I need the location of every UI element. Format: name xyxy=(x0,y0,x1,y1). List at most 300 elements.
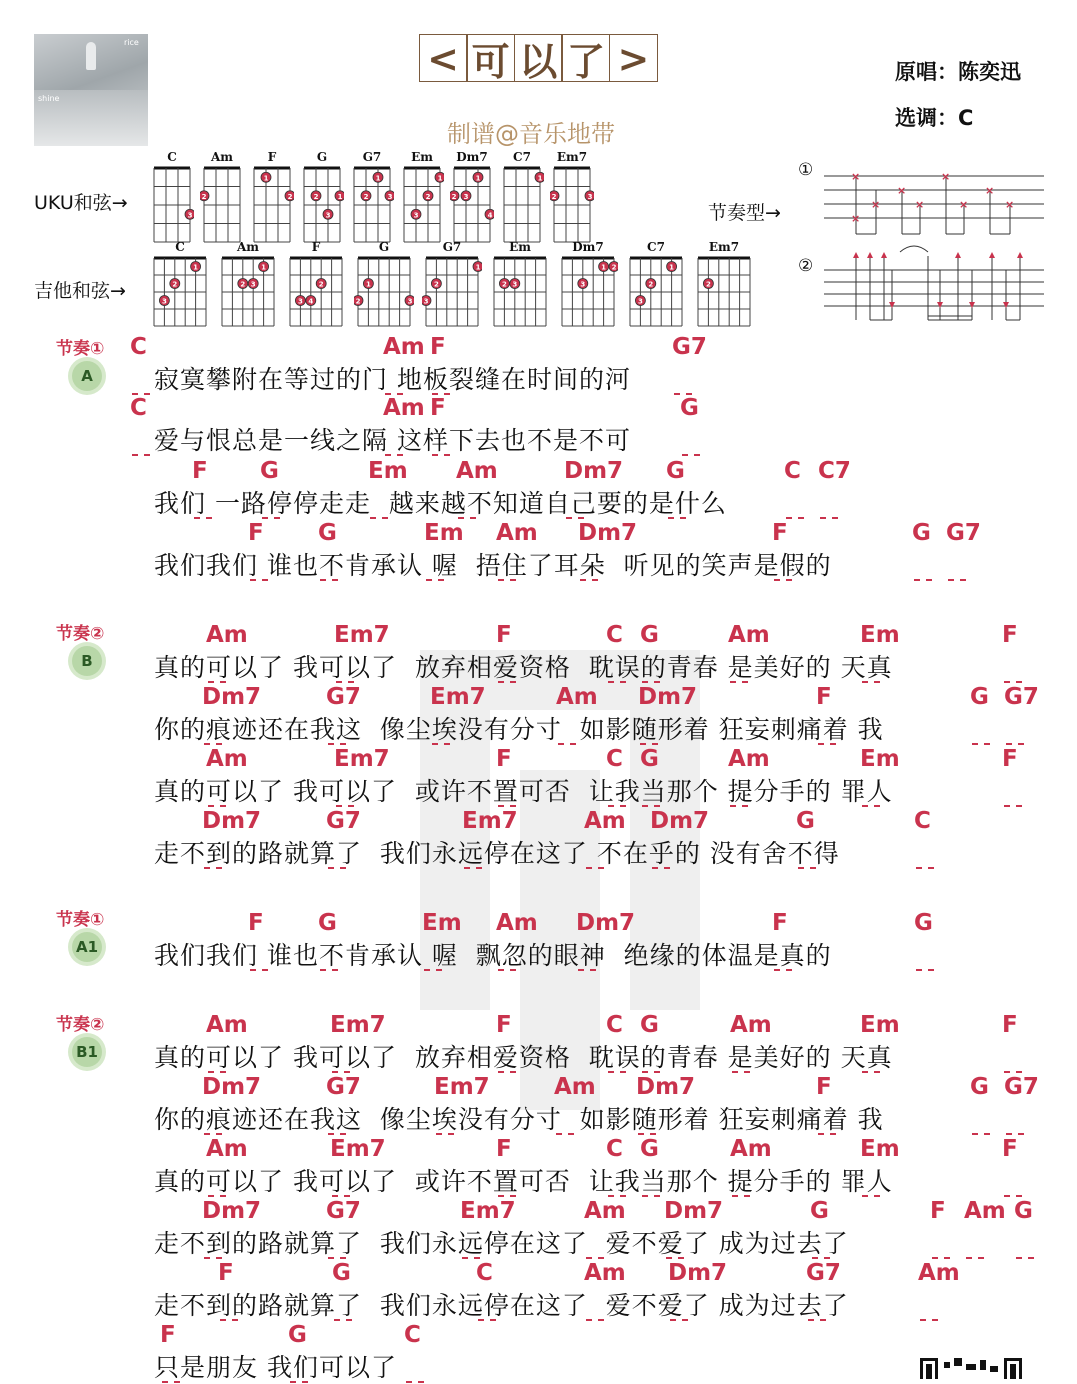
fretboard xyxy=(626,254,686,328)
beat-underline xyxy=(586,867,604,869)
chord-symbol: Em7 xyxy=(434,1074,490,1100)
chord-symbol: F xyxy=(430,395,446,421)
beat-underline xyxy=(966,1257,984,1259)
fretboard xyxy=(350,164,394,244)
beat-underline xyxy=(320,969,338,971)
fretboard xyxy=(558,254,618,328)
beat-underline xyxy=(328,1257,346,1259)
beat-underline xyxy=(498,1071,516,1073)
beat-underline xyxy=(972,743,990,745)
beat-underline xyxy=(808,1319,826,1321)
svg-text:3: 3 xyxy=(580,280,586,289)
fretboard xyxy=(422,254,482,328)
beat-underline xyxy=(558,743,576,745)
svg-text:1: 1 xyxy=(537,174,543,183)
beat-underline xyxy=(1006,1133,1024,1135)
beat-underline xyxy=(798,867,816,869)
beat-underline xyxy=(436,1133,454,1135)
svg-text:3: 3 xyxy=(463,192,469,201)
beat-underline xyxy=(1004,681,1022,683)
chord-symbol: Am xyxy=(496,520,538,546)
chord-symbol: G xyxy=(640,1012,659,1038)
chord-diagram xyxy=(694,240,754,332)
beat-underline xyxy=(730,805,748,807)
title-char: 可 xyxy=(466,34,515,82)
chord-symbol: G7 xyxy=(326,684,361,710)
beat-underline xyxy=(464,867,482,869)
chord-diagram xyxy=(400,150,444,248)
beat-underline xyxy=(290,1381,308,1383)
beat-underline xyxy=(642,681,660,683)
chord-symbol: Am xyxy=(206,1012,248,1038)
chord-symbol: Dm7 xyxy=(664,1198,724,1224)
lyric-line: 走不到的路就算了 我们永远停在这了 爱不爱了 成为过去了 xyxy=(154,1229,849,1258)
fretboard xyxy=(550,164,594,244)
chord-symbol: F xyxy=(930,1198,946,1224)
title-char: 了 xyxy=(561,34,610,82)
section-label: 节奏② xyxy=(56,624,105,644)
chord-symbol: G7 xyxy=(1004,1074,1039,1100)
fretboard xyxy=(500,164,544,244)
svg-text:2: 2 xyxy=(363,192,369,201)
chord-symbol: G xyxy=(970,684,989,710)
svg-text:×: × xyxy=(959,198,969,211)
lyric-line: 走不到的路就算了 我们永远停在这了 爱不爱了 成为过去了 xyxy=(154,1291,849,1320)
chord-symbol: Em xyxy=(424,520,464,546)
chord-symbol: F xyxy=(496,1136,512,1162)
beat-underline xyxy=(328,867,346,869)
beat-underline xyxy=(818,1133,836,1135)
rhythm-mark-2: ② xyxy=(798,256,814,276)
chord-symbol: Dm7 xyxy=(202,1198,262,1224)
beat-underline xyxy=(948,579,966,581)
chord-symbol: Am xyxy=(383,395,425,421)
lyric-line: 我们我们 谁也不肯承认 喔 捂住了耳朵 听见的笑声是假的 xyxy=(154,551,832,580)
svg-text:2: 2 xyxy=(201,192,207,201)
lyric-line: 爱与恨总是一线之隔 这样下去也不是不可 xyxy=(154,426,631,455)
chord-symbol: Em xyxy=(368,458,408,484)
beat-underline xyxy=(204,743,222,745)
chord-symbol: Dm7 xyxy=(638,684,698,710)
selected-key: 选调：C xyxy=(895,106,974,130)
svg-text:2: 2 xyxy=(501,280,507,289)
lyric-line: 我们 一路停停走走 越来越不知道自己要的是什么 xyxy=(154,489,727,518)
beat-underline xyxy=(812,1257,830,1259)
beat-underline xyxy=(578,969,596,971)
chord-symbol: C xyxy=(476,1260,493,1286)
chord-diagram xyxy=(286,240,346,332)
svg-text:3: 3 xyxy=(161,297,167,306)
chord-symbol: F xyxy=(1002,1136,1018,1162)
lyric-line: 真的可以了 我可以了 放弃相爱资格 耽误的青春 是美好的 天真 xyxy=(154,653,893,682)
chord-symbol: Em xyxy=(860,622,900,648)
lyric-line: 你的痕迹还在我这 像尘埃没有分寸 如影随形着 狂妄刺痛着 我 xyxy=(154,715,884,744)
svg-text:2: 2 xyxy=(240,280,246,289)
beat-underline xyxy=(336,681,354,683)
svg-text:×: × xyxy=(897,184,907,197)
chord-symbol: G xyxy=(640,746,659,772)
chord-symbol: G xyxy=(332,1260,351,1286)
chord-symbol: Em7 xyxy=(430,684,486,710)
svg-text:3: 3 xyxy=(637,297,643,306)
beat-underline xyxy=(642,805,660,807)
fretboard xyxy=(250,164,294,244)
svg-text:3: 3 xyxy=(387,192,393,201)
svg-text:3: 3 xyxy=(187,211,193,220)
chord-symbol: Em7 xyxy=(330,1136,386,1162)
chord-diagram-name: Em xyxy=(411,150,433,164)
beat-underline xyxy=(250,579,268,581)
chord-diagram-name: Dm7 xyxy=(456,150,488,164)
beat-underline xyxy=(208,1195,226,1197)
beat-underline xyxy=(732,1071,750,1073)
beat-underline xyxy=(336,805,354,807)
svg-text:1: 1 xyxy=(365,280,371,289)
chord-symbol: Dm7 xyxy=(202,808,262,834)
original-singer: 原唱：陈奕迅 xyxy=(895,60,1021,84)
svg-text:1: 1 xyxy=(193,263,199,272)
chord-symbol: C xyxy=(784,458,801,484)
chord-symbol: Am xyxy=(556,684,598,710)
chord-symbol: Am xyxy=(206,746,248,772)
beat-underline xyxy=(162,1381,180,1383)
beat-underline xyxy=(462,1257,480,1259)
section-badge: B xyxy=(72,646,102,676)
svg-text:4: 4 xyxy=(487,211,493,220)
beat-underline xyxy=(638,1133,656,1135)
beat-underline xyxy=(640,743,658,745)
chord-symbol: G7 xyxy=(946,520,981,546)
beat-underline xyxy=(132,454,150,456)
fretboard xyxy=(218,254,278,328)
chord-symbol: F xyxy=(1002,622,1018,648)
beat-underline xyxy=(204,1257,222,1259)
lyric-line: 你的痕迹还在我这 像尘埃没有分寸 如影随形着 狂妄刺痛着 我 xyxy=(154,1105,884,1134)
chord-diagram-name: G7 xyxy=(362,150,382,164)
chord-symbol: C xyxy=(606,1012,623,1038)
beat-underline xyxy=(208,1071,226,1073)
svg-text:1: 1 xyxy=(475,174,481,183)
lyric-line: 我们我们 谁也不肯承认 喔 飘忽的眼神 绝缘的体温是真的 xyxy=(154,941,832,970)
guitar-chords-label: 吉他和弦→ xyxy=(34,280,126,302)
beat-underline xyxy=(566,517,584,519)
beat-underline xyxy=(586,1257,604,1259)
chord-diagram xyxy=(450,150,494,248)
chord-symbol: Am xyxy=(206,1136,248,1162)
beat-underline xyxy=(786,517,804,519)
chord-symbol: G xyxy=(680,395,699,421)
chord-symbol: G xyxy=(914,910,933,936)
beat-underline xyxy=(580,579,598,581)
beat-underline xyxy=(586,1319,604,1321)
beat-underline xyxy=(642,1195,660,1197)
lyric-line: 寂寞攀附在等过的门 地板裂缝在时间的河 xyxy=(154,365,631,394)
beat-underline xyxy=(194,517,212,519)
beat-underline xyxy=(920,1319,938,1321)
lyric-line: 只是朋友 我们可以了 xyxy=(154,1353,397,1382)
chord-symbol: G7 xyxy=(672,334,707,360)
chord-diagram-name: C xyxy=(167,150,177,164)
beat-underline xyxy=(608,805,626,807)
chord-symbol: Am xyxy=(728,746,770,772)
svg-text:2: 2 xyxy=(451,192,457,201)
beat-underline xyxy=(608,681,626,683)
svg-text:×: × xyxy=(941,170,951,183)
beat-underline xyxy=(478,1319,496,1321)
chord-symbol: G xyxy=(640,622,659,648)
beat-underline xyxy=(208,681,226,683)
svg-text:4: 4 xyxy=(308,297,314,306)
chord-symbol: Em7 xyxy=(330,1012,386,1038)
chord-symbol: F xyxy=(772,910,788,936)
beat-underline xyxy=(556,1133,574,1135)
svg-text:×: × xyxy=(985,184,995,197)
beat-underline xyxy=(642,1071,660,1073)
chord-symbol: C xyxy=(606,746,623,772)
beat-underline xyxy=(670,1319,688,1321)
album-word-rice: rice xyxy=(124,38,139,47)
svg-text:3: 3 xyxy=(413,211,419,220)
chord-symbol: G7 xyxy=(326,1198,361,1224)
chord-symbol: Em7 xyxy=(462,808,518,834)
beat-underline xyxy=(608,1071,626,1073)
beat-underline xyxy=(820,517,838,519)
chord-symbol: G xyxy=(640,1136,659,1162)
beat-underline xyxy=(1004,1071,1022,1073)
svg-text:×: × xyxy=(851,170,861,183)
chord-symbol: C xyxy=(914,808,931,834)
chord-symbol: Am xyxy=(383,334,425,360)
chord-symbol: Am xyxy=(456,458,498,484)
beat-underline xyxy=(916,867,934,869)
title-char: < xyxy=(419,34,468,82)
chord-diagram-name: C7 xyxy=(647,240,665,254)
chord-symbol: G xyxy=(796,808,815,834)
chord-symbol: F xyxy=(496,622,512,648)
fretboard xyxy=(450,164,494,244)
section-badge: A xyxy=(72,361,102,391)
beat-underline xyxy=(730,681,748,683)
svg-text:1: 1 xyxy=(375,174,381,183)
chord-symbol: Dm7 xyxy=(576,910,636,936)
beat-underline xyxy=(668,517,686,519)
svg-text:×: × xyxy=(851,212,861,225)
section-label: 节奏① xyxy=(56,339,105,359)
chord-symbol: Em7 xyxy=(334,622,390,648)
svg-text:3: 3 xyxy=(512,280,518,289)
chord-symbol: G xyxy=(810,1198,829,1224)
chord-diagram xyxy=(350,150,394,248)
chord-symbol: Am xyxy=(584,1260,626,1286)
beat-underline xyxy=(204,1133,222,1135)
svg-text:3: 3 xyxy=(250,280,256,289)
beat-underline xyxy=(652,867,670,869)
chord-symbol: F xyxy=(772,520,788,546)
chord-symbol: G xyxy=(666,458,685,484)
beat-underline xyxy=(262,517,280,519)
chord-symbol: Am xyxy=(918,1260,960,1286)
rhythm-mark-1: ① xyxy=(798,160,814,180)
uku-chords-label: UKU和弦→ xyxy=(34,192,128,214)
svg-text:1: 1 xyxy=(437,174,443,183)
chord-symbol: G xyxy=(260,458,279,484)
svg-text:2: 2 xyxy=(313,192,319,201)
chord-diagram-name: Em xyxy=(509,240,531,254)
song-title xyxy=(420,34,658,82)
chord-diagram xyxy=(218,240,278,332)
beat-underline xyxy=(406,1381,424,1383)
svg-text:2: 2 xyxy=(355,297,361,306)
chord-diagram xyxy=(422,240,482,332)
chord-symbol: F xyxy=(248,520,264,546)
beat-underline xyxy=(932,1257,950,1259)
chord-symbol: G7 xyxy=(806,1260,841,1286)
chord-diagram-name: F xyxy=(267,150,277,164)
chord-symbol: G xyxy=(318,910,337,936)
beat-underline xyxy=(498,681,516,683)
svg-text:1: 1 xyxy=(261,263,267,272)
chord-symbol: Em xyxy=(860,1136,900,1162)
chord-symbol: Em xyxy=(422,910,462,936)
svg-text:1: 1 xyxy=(475,263,481,272)
beat-underline xyxy=(432,454,450,456)
chord-diagram-name: C7 xyxy=(513,150,531,164)
chord-symbol: F xyxy=(1002,746,1018,772)
chord-diagram xyxy=(300,150,344,248)
beat-underline xyxy=(818,743,836,745)
chord-symbol: F xyxy=(160,1322,176,1348)
chord-symbol: Am xyxy=(584,808,626,834)
svg-text:1: 1 xyxy=(669,263,675,272)
svg-text:×: × xyxy=(1005,198,1015,211)
fretboard xyxy=(200,164,244,244)
beat-underline xyxy=(1004,1195,1022,1197)
chord-symbol: F xyxy=(816,1074,832,1100)
fretboard xyxy=(150,164,194,244)
svg-text:1: 1 xyxy=(263,174,269,183)
chord-diagram-name: G xyxy=(316,150,328,164)
chord-symbol: C xyxy=(130,395,147,421)
chord-symbol: F xyxy=(816,684,832,710)
section-label: 节奏② xyxy=(56,1015,105,1035)
album-word-shine: shine xyxy=(38,94,60,103)
chord-diagram xyxy=(550,150,594,248)
chord-symbol: G xyxy=(318,520,337,546)
chord-symbol: G xyxy=(970,1074,989,1100)
beat-underline xyxy=(370,517,388,519)
title-char: 以 xyxy=(514,34,563,82)
beat-underline xyxy=(208,805,226,807)
beat-underline xyxy=(332,1071,350,1073)
lyric-line: 走不到的路就算了 我们永远停在这了 不在乎的 没有舍不得 xyxy=(154,839,840,868)
chord-diagram xyxy=(626,240,686,332)
chord-symbol: Am xyxy=(964,1198,1006,1224)
chord-symbol: Dm7 xyxy=(650,808,710,834)
fretboard xyxy=(694,254,754,328)
beat-underline xyxy=(498,969,516,971)
chord-symbol: G7 xyxy=(1004,684,1039,710)
figure-silhouette xyxy=(86,42,96,70)
chord-symbol: Dm7 xyxy=(202,1074,262,1100)
beat-underline xyxy=(498,1195,516,1197)
transcriber-credit: 制谱@音乐地带 xyxy=(447,120,615,148)
chord-diagram-name: Em7 xyxy=(556,150,588,164)
svg-text:3: 3 xyxy=(423,297,429,306)
svg-text:3: 3 xyxy=(325,211,331,220)
fretboard xyxy=(400,164,444,244)
chord-symbol: Em xyxy=(860,1012,900,1038)
chord-diagram-name: G7 xyxy=(442,240,462,254)
chord-diagram xyxy=(500,150,544,248)
section-badge: B1 xyxy=(72,1037,102,1067)
beat-underline xyxy=(916,969,934,971)
lyric-line: 真的可以了 我可以了 放弃相爱资格 耽误的青春 是美好的 天真 xyxy=(154,1043,893,1072)
chord-symbol: Am xyxy=(728,622,770,648)
beat-underline xyxy=(666,1257,684,1259)
svg-text:3: 3 xyxy=(297,297,303,306)
chord-diagram xyxy=(150,240,210,332)
chord-symbol: F xyxy=(496,746,512,772)
svg-text:2: 2 xyxy=(318,280,324,289)
chord-symbol: Dm7 xyxy=(578,520,638,546)
chord-symbol: C xyxy=(130,334,147,360)
fretboard xyxy=(300,164,344,244)
chord-symbol: Am xyxy=(554,1074,596,1100)
chord-symbol: F xyxy=(1002,1012,1018,1038)
beat-underline xyxy=(320,579,338,581)
fretboard xyxy=(286,254,346,328)
chord-symbol: G7 xyxy=(326,1074,361,1100)
beat-underline xyxy=(426,579,444,581)
rhythm-pattern-label: 节奏型→ xyxy=(708,202,781,224)
chord-diagram-name: F xyxy=(311,240,321,254)
album-cover xyxy=(34,34,148,146)
beat-underline xyxy=(862,1071,880,1073)
beat-underline xyxy=(328,743,346,745)
chord-symbol: C xyxy=(606,622,623,648)
beat-underline xyxy=(432,743,450,745)
beat-underline xyxy=(608,1195,626,1197)
beat-underline xyxy=(862,805,880,807)
beat-underline xyxy=(862,681,880,683)
fretboard xyxy=(150,254,210,328)
section-label: 节奏① xyxy=(56,910,105,930)
chord-diagram-name: Am xyxy=(210,150,233,164)
chord-diagram-name: Am xyxy=(236,240,259,254)
lyric-line: 真的可以了 我可以了 或许不置可否 让我当那个 提分手的 罪人 xyxy=(154,1167,893,1196)
chord-diagram-name: Em7 xyxy=(708,240,740,254)
chord-symbol: F xyxy=(218,1260,234,1286)
chord-symbol: G7 xyxy=(326,808,361,834)
svg-text:2: 2 xyxy=(172,280,178,289)
svg-text:2: 2 xyxy=(648,280,654,289)
svg-text:2: 2 xyxy=(611,263,617,272)
chord-symbol: Dm7 xyxy=(668,1260,728,1286)
section-badge: A1 xyxy=(72,932,102,962)
chord-symbol: Dm7 xyxy=(202,684,262,710)
chord-symbol: Am xyxy=(730,1136,772,1162)
beat-underline xyxy=(328,1133,346,1135)
chord-symbol: C xyxy=(606,1136,623,1162)
qr-code xyxy=(920,1358,1030,1379)
lyric-line: 真的可以了 我可以了 或许不置可否 让我当那个 提分手的 罪人 xyxy=(154,777,893,806)
beat-underline xyxy=(1004,805,1022,807)
beat-underline xyxy=(385,454,403,456)
beat-underline xyxy=(334,1319,352,1321)
beat-underline xyxy=(682,454,700,456)
chord-symbol: Am xyxy=(496,910,538,936)
chord-diagram xyxy=(200,150,244,248)
